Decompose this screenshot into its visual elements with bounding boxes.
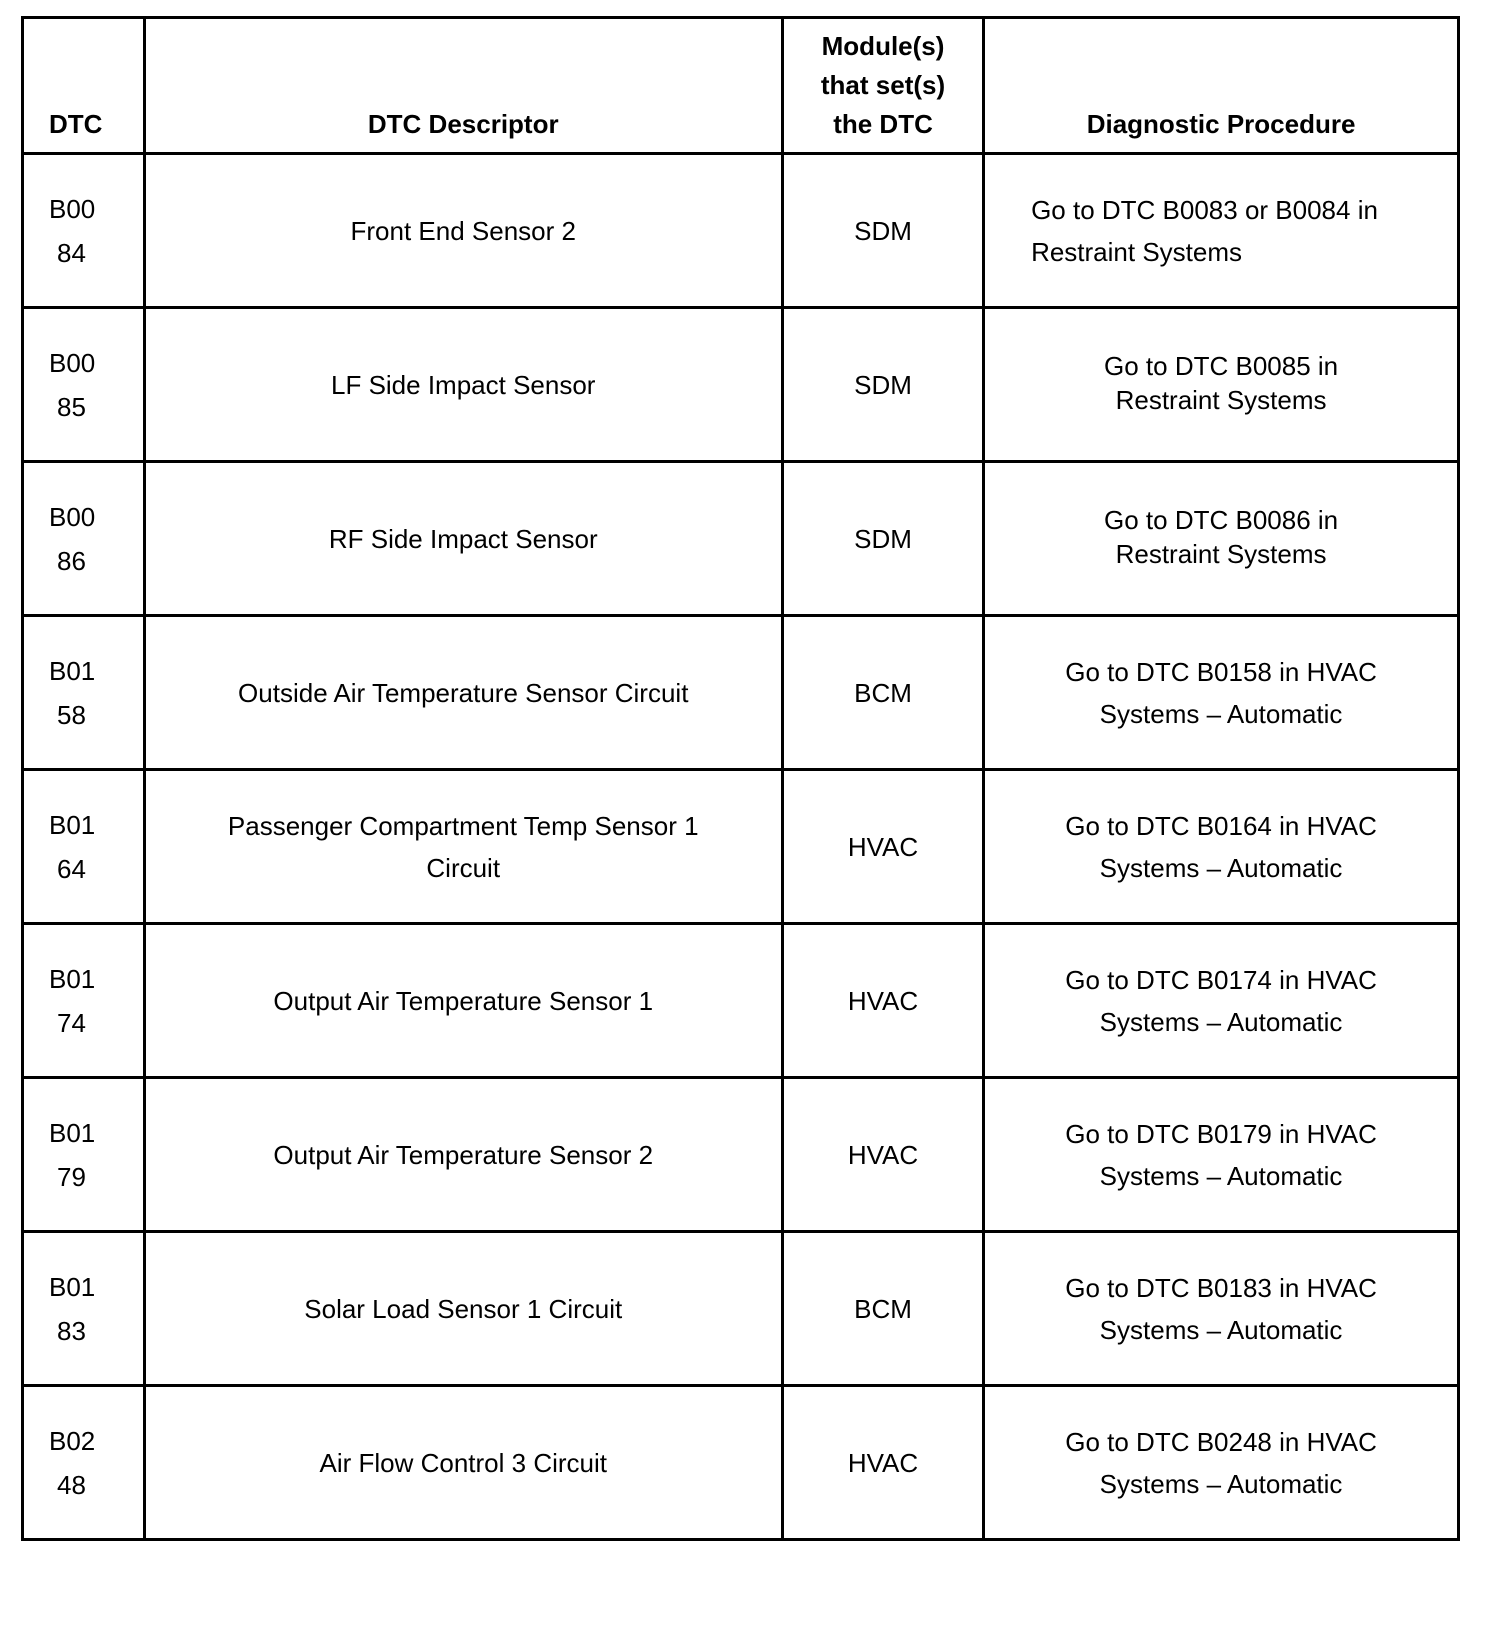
header-module-line3: the DTC (833, 109, 933, 139)
procedure-text: Go to DTC B0248 in HVAC Systems – Automatic (1065, 1426, 1377, 1499)
procedure-cell (984, 616, 1459, 770)
table-row (23, 1232, 1459, 1386)
dtc-descriptor-cell: RF Side Impact Sensor (144, 462, 782, 616)
header-module-line1: Module(s) (821, 31, 945, 61)
dtc-code-part2: 84 (57, 237, 86, 268)
dtc-code-part1: B01 (49, 655, 96, 686)
dtc-descriptor-cell: LF Side Impact Sensor (144, 308, 782, 462)
procedure-cell (984, 1386, 1459, 1540)
procedure-text: Go to DTC B0083 or B0084 in Restraint Systems (1031, 194, 1378, 267)
header-dtc: DTC (23, 18, 145, 154)
dtc-code-cell (23, 1386, 145, 1540)
dtc-code-part2: 58 (57, 699, 86, 730)
dtc-code-part1: B00 (49, 501, 96, 532)
dtc-code-part1: B01 (49, 1271, 96, 1302)
procedure-text: Go to DTC B0158 in HVAC Systems – Automatic (1065, 656, 1377, 729)
dtc-code-part1: B00 (49, 347, 96, 378)
table-body (23, 154, 1459, 1540)
dtc-code-part2: 86 (57, 545, 86, 576)
module-cell: BCM (782, 1232, 983, 1386)
dtc-code-cell (23, 308, 145, 462)
dtc-code-part2: 48 (57, 1469, 86, 1500)
table-row (23, 770, 1459, 924)
table-header (23, 18, 1459, 154)
module-cell: HVAC (782, 1386, 983, 1540)
dtc-code-part2: 85 (57, 391, 86, 422)
dtc-table (21, 16, 1460, 1541)
procedure-text: Go to DTC B0164 in HVAC Systems – Automatic (1065, 810, 1377, 883)
table-row (23, 1078, 1459, 1232)
dtc-descriptor-cell: Output Air Temperature Sensor 2 (144, 1078, 782, 1232)
dtc-code-part2: 74 (57, 1007, 86, 1038)
header-module (782, 18, 983, 154)
dtc-code-part2: 79 (57, 1161, 86, 1192)
dtc-code-part1: B01 (49, 963, 96, 994)
module-cell: BCM (782, 616, 983, 770)
procedure-cell (984, 770, 1459, 924)
dtc-code-cell (23, 462, 145, 616)
dtc-descriptor-cell: Air Flow Control 3 Circuit (144, 1386, 782, 1540)
module-cell: HVAC (782, 924, 983, 1078)
dtc-code-part1: B01 (49, 1117, 96, 1148)
module-cell: SDM (782, 462, 983, 616)
procedure-cell (984, 1078, 1459, 1232)
procedure-cell (984, 308, 1459, 462)
dtc-code-cell (23, 1232, 145, 1386)
procedure-cell (984, 154, 1459, 308)
table-row (23, 1386, 1459, 1540)
dtc-descriptor-cell: Front End Sensor 2 (144, 154, 782, 308)
table-row (23, 308, 1459, 462)
procedure-text: Go to DTC B0086 in Restraint Systems (1104, 504, 1339, 569)
header-module-line2: that set(s) (820, 70, 946, 100)
table-row (23, 616, 1459, 770)
dtc-descriptor-cell: Output Air Temperature Sensor 1 (144, 924, 782, 1078)
header-row (23, 18, 1459, 154)
dtc-code-part1: B01 (49, 809, 96, 840)
dtc-descriptor-cell (144, 770, 782, 924)
dtc-code-part1: B02 (49, 1425, 96, 1456)
header-descriptor: DTC Descriptor (144, 18, 782, 154)
dtc-code-cell (23, 154, 145, 308)
descriptor-text: Passenger Compartment Temp Sensor 1 Circuit (227, 810, 699, 883)
procedure-text: Go to DTC B0179 in HVAC Systems – Automatic (1065, 1118, 1377, 1191)
procedure-text: Go to DTC B0174 in HVAC Systems – Automatic (1065, 964, 1377, 1037)
procedure-text: Go to DTC B0183 in HVAC Systems – Automatic (1065, 1272, 1377, 1345)
table-row (23, 924, 1459, 1078)
module-cell: SDM (782, 154, 983, 308)
table-row (23, 462, 1459, 616)
module-cell: SDM (782, 308, 983, 462)
procedure-text: Go to DTC B0085 in Restraint Systems (1104, 350, 1339, 415)
table-row (23, 154, 1459, 308)
dtc-code-cell (23, 770, 145, 924)
dtc-descriptor-cell: Outside Air Temperature Sensor Circuit (144, 616, 782, 770)
procedure-cell (984, 1232, 1459, 1386)
dtc-code-part1: B00 (49, 193, 96, 224)
procedure-cell (984, 924, 1459, 1078)
module-cell: HVAC (782, 770, 983, 924)
dtc-code-part2: 83 (57, 1315, 86, 1346)
dtc-code-part2: 64 (57, 853, 86, 884)
dtc-code-cell (23, 1078, 145, 1232)
dtc-code-cell (23, 924, 145, 1078)
header-procedure: Diagnostic Procedure (984, 18, 1459, 154)
module-cell: HVAC (782, 1078, 983, 1232)
procedure-cell (984, 462, 1459, 616)
dtc-code-cell (23, 616, 145, 770)
dtc-descriptor-cell: Solar Load Sensor 1 Circuit (144, 1232, 782, 1386)
